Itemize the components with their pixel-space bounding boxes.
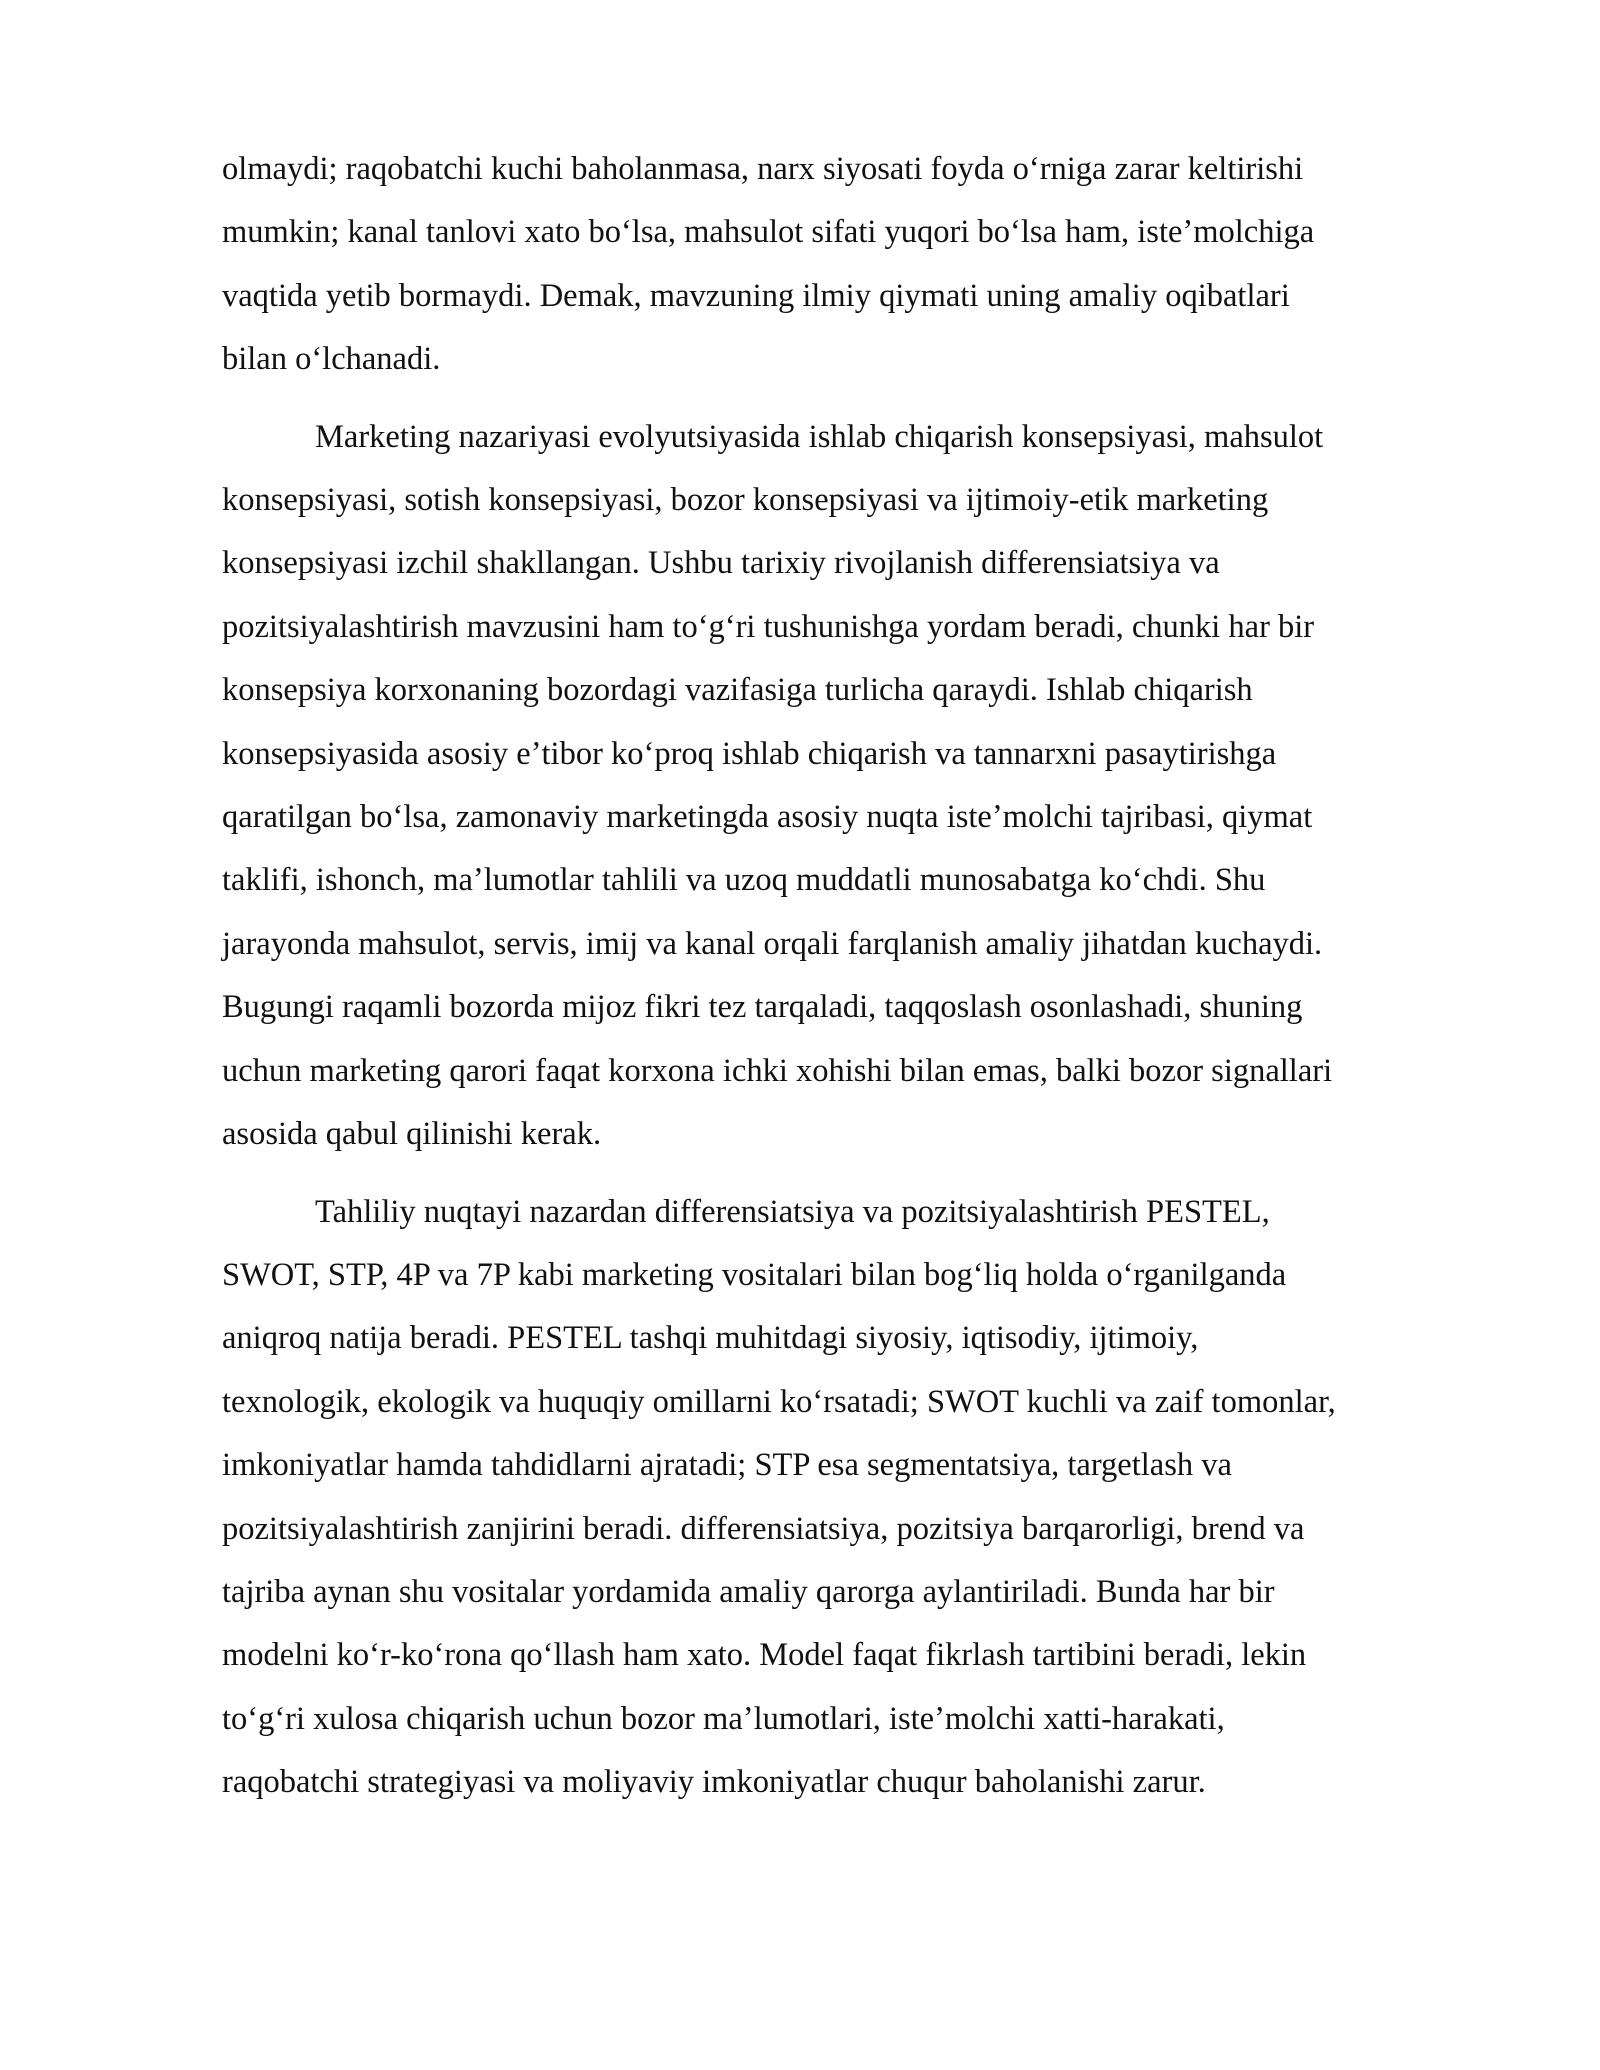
paragraph-line: taklifi, ishonch, maʼlumotlar tahlili va uzoq muddatli munosabatga koʻchdi. Shu [222, 862, 1266, 899]
paragraph-line: imkoniyatlar hamda tahdidlarni ajratadi; STP esa segmentatsiya, targetlash va [222, 1447, 1232, 1484]
paragraph-line: mumkin; kanal tanlovi xato boʻlsa, mahsulot sifati yuqori boʻlsa ham, isteʼmolchiga [222, 214, 1315, 251]
paragraph-line: Marketing nazariyasi evolyutsiyasida ishlab chiqarish konsepsiyasi, mahsulot [315, 418, 1324, 455]
paragraph-line: texnologik, ekologik va huquqiy omillarni koʻrsatadi; SWOT kuchli va zaif tomonlar, [222, 1383, 1336, 1420]
paragraph-line: toʻgʻri xulosa chiqarish uchun bozor maʼlumotlari, isteʼmolchi xatti-harakati, [222, 1700, 1225, 1737]
paragraph-line: konsepsiyasi, sotish konsepsiyasi, bozor konsepsiyasi va ijtimoiy-etik marketing [222, 482, 1269, 519]
paragraph-line: modelni koʻr-koʻrona qoʻllash ham xato. Model faqat fikrlash tartibini beradi, lekin [222, 1637, 1307, 1674]
paragraph-line: pozitsiyalashtirish zanjirini beradi. differensiatsiya, pozitsiya barqarorligi, brend va [222, 1510, 1305, 1547]
paragraph-2 [222, 406, 1478, 1167]
paragraph-line: raqobatchi strategiyasi va moliyaviy imkoniyatlar chuqur baholanishi zarur. [222, 1764, 1206, 1801]
paragraph-line: aniqroq natija beradi. PESTEL tashqi muhitdagi siyosiy, iqtisodiy, ijtimoiy, [222, 1320, 1199, 1357]
paragraph-line: jarayonda mahsulot, servis, imij va kanal orqali farqlanish amaliy jihatdan kuchaydi. [222, 925, 1323, 962]
paragraph-3 [222, 1181, 1478, 1815]
paragraph-line: bilan oʻlchanadi. [222, 341, 441, 378]
paragraph-1 [222, 138, 1478, 392]
paragraph-line: tajriba aynan shu vositalar yordamida amaliy qarorga aylantiriladi. Bunda har bir [222, 1573, 1275, 1610]
paragraph-line: uchun marketing qarori faqat korxona ichki xohishi bilan emas, balki bozor signallari [222, 1052, 1333, 1089]
paragraph-line: SWOT, STP, 4P va 7P kabi marketing vositalari bilan bogʻliq holda oʻrganilganda [222, 1256, 1287, 1293]
paragraph-line: qaratilgan boʻlsa, zamonaviy marketingda asosiy nuqta isteʼmolchi tajribasi, qiymat [222, 799, 1313, 836]
paragraph-line: konsepsiyasi izchil shakllangan. Ushbu tarixiy rivojlanish differensiatsiya va [222, 545, 1220, 582]
paragraph-line: asosida qabul qilinishi kerak. [222, 1116, 602, 1153]
paragraph-line: konsepsiya korxonaning bozordagi vazifasiga turlicha qaraydi. Ishlab chiqarish [222, 672, 1253, 709]
paragraph-line: Bugungi raqamli bozorda mijoz fikri tez tarqaladi, taqqoslash osonlashadi, shuning [222, 989, 1303, 1026]
paragraph-line: Tahliliy nuqtayi nazardan differensiatsiya va pozitsiyalashtirish PESTEL, [315, 1193, 1270, 1230]
paragraph-line: konsepsiyasida asosiy eʼtibor koʻproq ishlab chiqarish va tannarxni pasaytirishga [222, 735, 1277, 772]
paragraph-line: vaqtida yetib bormaydi. Demak, mavzuning ilmiy qiymati uning amaliy oqibatlari [222, 277, 1290, 314]
document-body [222, 138, 1478, 1815]
paragraph-line: pozitsiyalashtirish mavzusini ham toʻgʻri tushunishga yordam beradi, chunki har bir [222, 608, 1315, 645]
paragraph-line: olmaydi; raqobatchi kuchi baholanmasa, narx siyosati foyda oʻrniga zarar keltirishi [222, 151, 1304, 187]
